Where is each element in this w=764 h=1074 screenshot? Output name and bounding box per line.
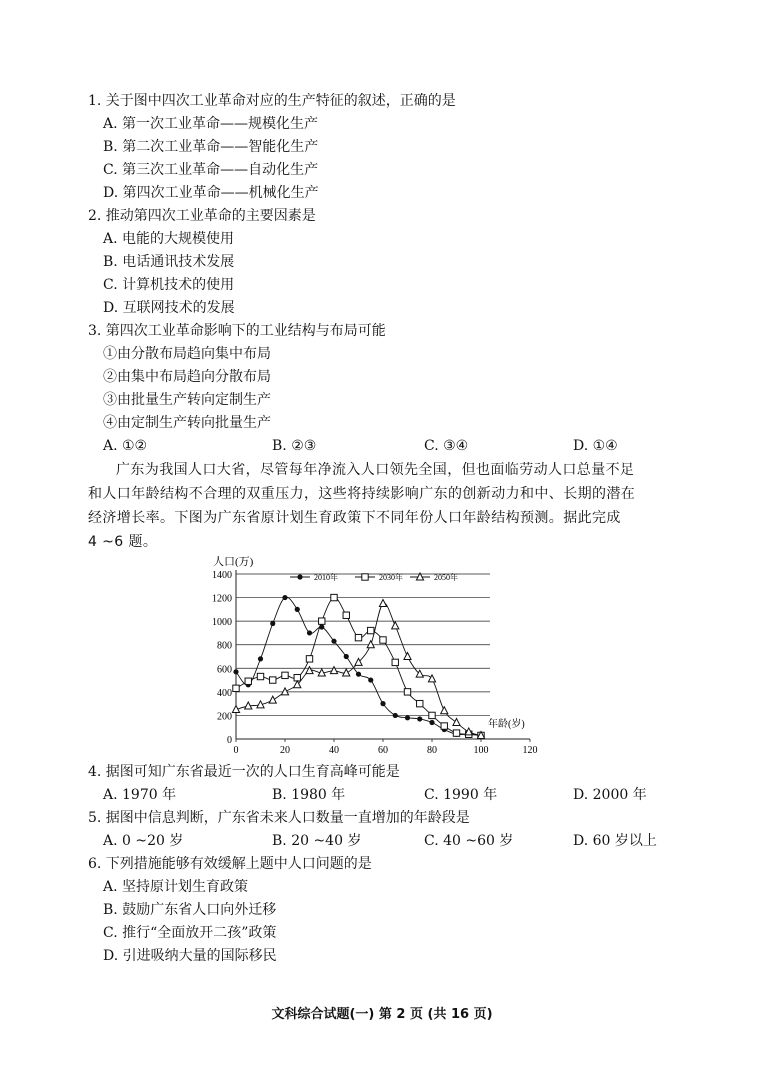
x-tick-120: 120 <box>522 745 538 756</box>
q3-stem: 3. 第四次工业革命影响下的工业结构与布局可能 <box>88 323 386 339</box>
q2-option-c: C. 计算机技术的使用 <box>103 277 235 293</box>
q4-stem: 4. 据图可知广东省最近一次的人口生育高峰可能是 <box>88 764 400 780</box>
point-2010年-65 <box>393 713 398 718</box>
q3-item-4: ④由定制生产转向批量生产 <box>103 415 271 431</box>
q3-option-b: B. ②③ <box>272 438 317 454</box>
point-2010年-70 <box>405 715 410 720</box>
y-tick-400: 400 <box>217 687 232 699</box>
point-2010年-75 <box>417 716 422 721</box>
y-tick-0: 0 <box>227 735 232 746</box>
q4-option-a: A. 1970 年 <box>103 787 177 803</box>
y-tick-1200: 1200 <box>212 593 232 605</box>
point-2030年-60 <box>380 637 386 643</box>
x-axis-label: 年龄(岁) <box>488 719 525 730</box>
x-tick-0: 0 <box>233 745 239 756</box>
legend-label-2050年: 2050年 <box>434 573 458 582</box>
point-2010年-45 <box>344 654 349 659</box>
point-2050年-85 <box>441 707 448 714</box>
y-axis-label: 人口(万) <box>213 556 254 568</box>
point-2030年-75 <box>417 700 423 706</box>
x-tick-60: 60 <box>378 745 388 756</box>
point-2030年-50 <box>355 634 361 640</box>
q3-item-1: ①由分散布局趋向集中布局 <box>103 346 271 362</box>
point-2050年-70 <box>404 653 411 660</box>
point-2030年-45 <box>343 612 349 618</box>
point-2050年-20 <box>281 688 288 695</box>
point-2050年-55 <box>367 641 374 648</box>
point-2030年-40 <box>331 594 337 600</box>
point-2030年-70 <box>404 689 410 695</box>
q1-option-c: C. 第三次工业革命——自动化生产 <box>103 162 319 178</box>
point-2010年-10 <box>258 656 263 661</box>
point-2030年-15 <box>270 677 276 683</box>
q6-option-a: A. 坚持原计划生育政策 <box>103 879 249 895</box>
q3-option-c: C. ③④ <box>424 438 469 454</box>
q2-option-b: B. 电话通讯技术发展 <box>103 254 235 270</box>
q3-item-2: ②由集中布局趋向分散布局 <box>103 369 271 385</box>
passage-line-3: 经济增长率。下图为广东省原计划生育政策下不同年份人口年龄结构预测。据此完成 <box>88 510 621 526</box>
point-2030年-30 <box>306 656 312 662</box>
point-2010年-15 <box>270 621 275 626</box>
point-2050年-90 <box>453 719 460 726</box>
point-2010年-55 <box>368 677 373 682</box>
q4-option-b: B. 1980 年 <box>272 787 346 803</box>
legend-marker-2030年 <box>362 574 368 580</box>
x-tick-40: 40 <box>329 745 339 756</box>
q6-option-d: D. 引进吸纳大量的国际移民 <box>103 948 277 964</box>
point-2030年-65 <box>392 659 398 665</box>
point-2010年-50 <box>356 672 361 677</box>
point-2030年-35 <box>319 618 325 624</box>
passage-line-4: 4 ~6 题。 <box>88 534 158 550</box>
q5-option-c: C. 40 ~60 岁 <box>424 833 514 849</box>
point-2050年-45 <box>343 669 350 676</box>
point-2050年-15 <box>269 696 276 703</box>
point-2030年-90 <box>453 730 459 736</box>
q2-option-a: A. 电能的大规模使用 <box>103 231 235 247</box>
point-2050年-60 <box>379 599 386 606</box>
point-2050年-40 <box>330 667 337 674</box>
point-2030年-0 <box>233 685 239 691</box>
q5-stem: 5. 据图中信息判断，广东省未来人口数量一直增加的年龄段是 <box>88 810 470 826</box>
q6-stem: 6. 下列措施能够有效缓解上题中人口问题的是 <box>88 856 372 872</box>
point-2030年-20 <box>282 672 288 678</box>
y-tick-200: 200 <box>217 711 232 723</box>
x-tick-100: 100 <box>473 745 489 756</box>
series-line-2030年 <box>236 598 481 736</box>
point-2010年-40 <box>331 639 336 644</box>
legend-label-2010年: 2010年 <box>314 573 338 582</box>
x-tick-80: 80 <box>427 745 437 756</box>
q3-option-d: D. ①④ <box>573 438 618 454</box>
y-tick-1400: 1400 <box>212 570 232 581</box>
point-2030年-10 <box>257 673 263 679</box>
point-2030年-5 <box>245 678 251 684</box>
q5-option-d: D. 60 岁以上 <box>573 833 657 849</box>
point-2050年-80 <box>428 675 435 682</box>
point-2030年-55 <box>368 627 374 633</box>
q5-option-a: A. 0 ~20 岁 <box>103 833 184 849</box>
point-2010年-35 <box>319 624 324 629</box>
y-tick-1000: 1000 <box>212 617 232 629</box>
q5-option-b: B. 20 ~40 岁 <box>272 833 362 849</box>
legend-label-2030年: 2030年 <box>379 573 403 582</box>
point-2030年-80 <box>429 712 435 718</box>
legend-marker-2010年 <box>297 574 302 579</box>
series-line-2010年 <box>236 597 481 735</box>
point-2010年-20 <box>282 595 287 600</box>
point-2010年-60 <box>380 701 385 706</box>
point-2010年-25 <box>295 607 300 612</box>
q4-option-d: D. 2000 年 <box>573 787 647 803</box>
passage-line-2: 和人口年龄结构不合理的双重压力，这些将持续影响广东的创新动力和中、长期的潜在 <box>88 486 636 502</box>
q3-item-3: ③由批量生产转向定制生产 <box>103 392 271 408</box>
q6-option-c: C. 推行“全面放开二孩”政策 <box>103 925 277 941</box>
y-tick-600: 600 <box>217 664 232 676</box>
y-tick-800: 800 <box>217 640 232 652</box>
q1-option-d: D. 第四次工业革命——机械化生产 <box>103 185 319 201</box>
x-tick-20: 20 <box>280 745 290 756</box>
point-2010年-30 <box>307 630 312 635</box>
q2-option-d: D. 互联网技术的发展 <box>103 300 235 316</box>
q1-option-a: A. 第一次工业革命——规模化生产 <box>103 116 319 132</box>
q1-stem: 1. 关于图中四次工业革命对应的生产特征的叙述，正确的是 <box>88 93 456 109</box>
point-2010年-0 <box>233 669 238 674</box>
population-age-chart <box>200 553 550 758</box>
q4-option-c: C. 1990 年 <box>424 787 498 803</box>
point-2030年-85 <box>441 723 447 729</box>
q2-stem: 2. 推动第四次工业革命的主要因素是 <box>88 208 316 224</box>
q1-option-b: B. 第二次工业革命——智能化生产 <box>103 139 319 155</box>
point-2050年-65 <box>392 622 399 629</box>
page-footer: 文科综合试题(一) 第 2 页 (共 16 页) <box>271 1007 493 1022</box>
passage-line-1: 广东为我国人口大省，尽管每年净流入人口领先全国，但也面临劳动人口总量不足 <box>116 462 635 478</box>
q6-option-b: B. 鼓励广东省人口向外迁移 <box>103 902 277 918</box>
q3-option-a: A. ①② <box>103 438 148 454</box>
point-2010年-80 <box>429 720 434 725</box>
